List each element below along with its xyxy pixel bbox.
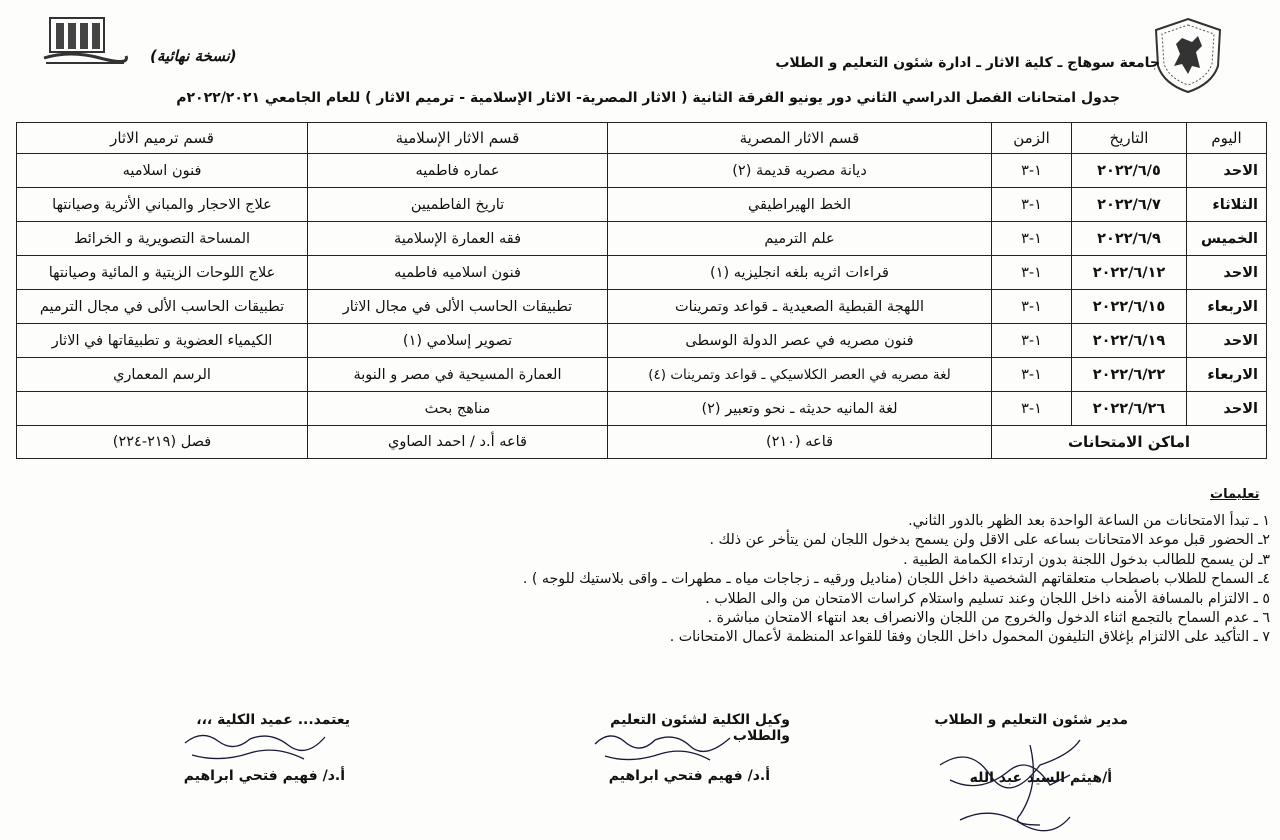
notes-title: تعليمات [1210, 487, 1260, 502]
handwritten-signature-middle [590, 724, 740, 768]
time-cell: ١-٣ [992, 324, 1072, 358]
signature-title-left: يعتمد... عميد الكلية ،،، [196, 712, 350, 728]
restoration-subject-cell [17, 392, 308, 426]
day-cell: الاربعاء [1187, 358, 1267, 392]
day-cell: الاحد [1187, 392, 1267, 426]
final-copy-label: (نسخة نهائية) [150, 47, 237, 65]
islamic-subject-cell: عماره فاطميه [308, 154, 608, 188]
day-cell: الثلاثاء [1187, 188, 1267, 222]
date-cell: ٢٠٢٢/٦/٢٦ [1072, 392, 1187, 426]
egyptian-subject-cell: الخط الهيراطيقي [608, 188, 992, 222]
table-row [17, 222, 1267, 256]
restoration-subject-cell: علاج اللوحات الزيتية و المائية وصيانتها [17, 256, 308, 290]
islamic-subject-cell: تطبيقات الحاسب الألى في مجال الاثار [308, 290, 608, 324]
egyptian-subject-cell: قراءات اثريه بلغه انجليزيه (١) [608, 256, 992, 290]
date-cell: ٢٠٢٢/٦/٩ [1072, 222, 1187, 256]
day-cell: الخميس [1187, 222, 1267, 256]
date-cell: ٢٠٢٢/٦/١٢ [1072, 256, 1187, 290]
restoration-subject-cell: علاج الاحجار والمباني الأثرية وصيانتها [17, 188, 308, 222]
restoration-subject-cell: الرسم المعماري [17, 358, 308, 392]
list-item: ٦ ـ عدم السماح بالتجمع اثناء الدخول والخروج من اللجان والانصراف بعد انتهاء الامتحان مباشرة . [707, 610, 1270, 627]
schedule-title: جدول امتحانات الفصل الدراسي الثاني دور يونيو الفرقة الثانية ( الاثار المصرية- الاثار الإسلامية - ترميم الاثار ) للعام الجامعي ٢٠٢٢/٢٠٢١م [176, 90, 1120, 106]
day-cell: الاحد [1187, 154, 1267, 188]
date-cell: ٢٠٢٢/٦/٢٢ [1072, 358, 1187, 392]
signature-name-right: أ/هيثم السيد عبد الله [969, 770, 1112, 786]
signature-name-middle: أ.د/ فهيم فتحي ابراهيم [608, 768, 770, 784]
column-header-date: التاريخ [1072, 123, 1187, 154]
column-header-time: الزمن [992, 123, 1072, 154]
handwritten-signature-right [930, 725, 1100, 835]
table-row [17, 154, 1267, 188]
time-cell: ١-٣ [992, 188, 1072, 222]
venue-row [17, 426, 1267, 459]
egyptian-subject-cell: لغة مصريه في العصر الكلاسيكي ـ قواعد وتمرينات (٤) [608, 358, 992, 392]
time-cell: ١-٣ [992, 358, 1072, 392]
time-cell: ١-٣ [992, 392, 1072, 426]
day-cell: الاحد [1187, 324, 1267, 358]
egyptian-subject-cell: فنون مصريه في عصر الدولة الوسطى [608, 324, 992, 358]
list-item: ١ ـ تبدأ الامتحانات من الساعة الواحدة بعد الظهر بالدور الثاني. [908, 513, 1270, 529]
signature-name-left: أ.د/ فهيم فتحي ابراهيم [183, 768, 345, 784]
venue-label: اماكن الامتحانات [992, 426, 1267, 459]
table-header-row [17, 123, 1267, 154]
egyptian-subject-cell: لغة المانيه حديثه ـ نحو وتعبير (٢) [608, 392, 992, 426]
table-row [17, 290, 1267, 324]
islamic-subject-cell: تصوير إسلامي (١) [308, 324, 608, 358]
time-cell: ١-٣ [992, 256, 1072, 290]
restoration-subject-cell: الكيمياء العضوية و تطبيقاتها في الاثار [17, 324, 308, 358]
time-cell: ١-٣ [992, 154, 1072, 188]
egyptian-subject-cell: ديانة مصريه قديمة (٢) [608, 154, 992, 188]
table-row [17, 358, 1267, 392]
date-cell: ٢٠٢٢/٦/١٥ [1072, 290, 1187, 324]
column-header-restoration: قسم ترميم الاثار [17, 123, 308, 154]
university-logo [40, 14, 128, 66]
signature-title-middle: وكيل الكلية لشئون التعليم والطلاب [610, 712, 790, 744]
table-row [17, 324, 1267, 358]
restoration-subject-cell: تطبيقات الحاسب الألى في مجال الترميم [17, 290, 308, 324]
day-cell: الاحد [1187, 256, 1267, 290]
time-cell: ١-٣ [992, 290, 1072, 324]
column-header-egyptian: قسم الاثار المصرية [608, 123, 992, 154]
islamic-subject-cell: العمارة المسيحية في مصر و النوبة [308, 358, 608, 392]
egyptian-subject-cell: علم الترميم [608, 222, 992, 256]
islamic-subject-cell: تاريخ الفاطميين [308, 188, 608, 222]
islamic-subject-cell: فنون اسلاميه فاطميه [308, 256, 608, 290]
date-cell: ٢٠٢٢/٦/١٩ [1072, 324, 1187, 358]
restoration-subject-cell: فنون اسلاميه [17, 154, 308, 188]
restoration-subject-cell: المساحة التصويرية و الخرائط [17, 222, 308, 256]
column-header-day: اليوم [1187, 123, 1267, 154]
list-item: ٥ ـ الالتزام بالمسافة الأمنه داخل اللجان وعند تسليم واستلام كراسات الامتحان من والى الطلاب . [705, 590, 1270, 607]
time-cell: ١-٣ [992, 222, 1072, 256]
list-item: ٢ـ الحضور قبل موعد الامتحانات بساعه على الاقل ولن يسمح بدخول اللجان لمن يتأخر عن ذلك . [709, 532, 1270, 549]
islamic-venue: قاعه أ.د / احمد الصاوي [308, 426, 608, 459]
list-item: ٧ ـ التأكيد على الالتزام بإغلاق التليفون المحمول داخل اللجان وفقا للقواعد المنظمة لأعمال الامتحانات . [669, 629, 1270, 646]
egyptian-venue: قاعه (٢١٠) [608, 426, 992, 459]
day-cell: الاربعاء [1187, 290, 1267, 324]
table-row [17, 256, 1267, 290]
instructions-list [500, 512, 1270, 648]
islamic-subject-cell: فقه العمارة الإسلامية [308, 222, 608, 256]
date-cell: ٢٠٢٢/٦/٥ [1072, 154, 1187, 188]
list-item: ٤ـ السماح للطلاب باصطحاب متعلقاتهم الشخصية داخل اللجان (مناديل ورقيه ـ زجاجات مياه ـ مطهرات ـ واقى بلاستيك للوجه ) . [522, 571, 1270, 588]
exam-schedule-table [16, 122, 1267, 459]
column-header-islamic: قسم الاثار الإسلامية [308, 123, 608, 154]
egyptian-subject-cell: اللهجة القبطية الصعيدية ـ قواعد وتمرينات [608, 290, 992, 324]
restoration-venue: فصل (٢١٩-٢٢٤) [17, 426, 308, 459]
islamic-subject-cell: مناهج بحث [308, 392, 608, 426]
list-item: ٣ـ لن يسمح للطالب بدخول اللجنة بدون ارتداء الكمامة الطبية . [903, 551, 1270, 568]
handwritten-signature-left [180, 725, 330, 767]
date-cell: ٢٠٢٢/٦/٧ [1072, 188, 1187, 222]
institution-header: جامعة سوهاج ـ كلية الاثار ـ ادارة شئون التعليم و الطلاب [775, 55, 1160, 71]
signature-title-right: مدير شئون التعليم و الطلاب [934, 712, 1128, 728]
table-row [17, 392, 1267, 426]
faculty-seal [1152, 16, 1224, 94]
table-row [17, 188, 1267, 222]
